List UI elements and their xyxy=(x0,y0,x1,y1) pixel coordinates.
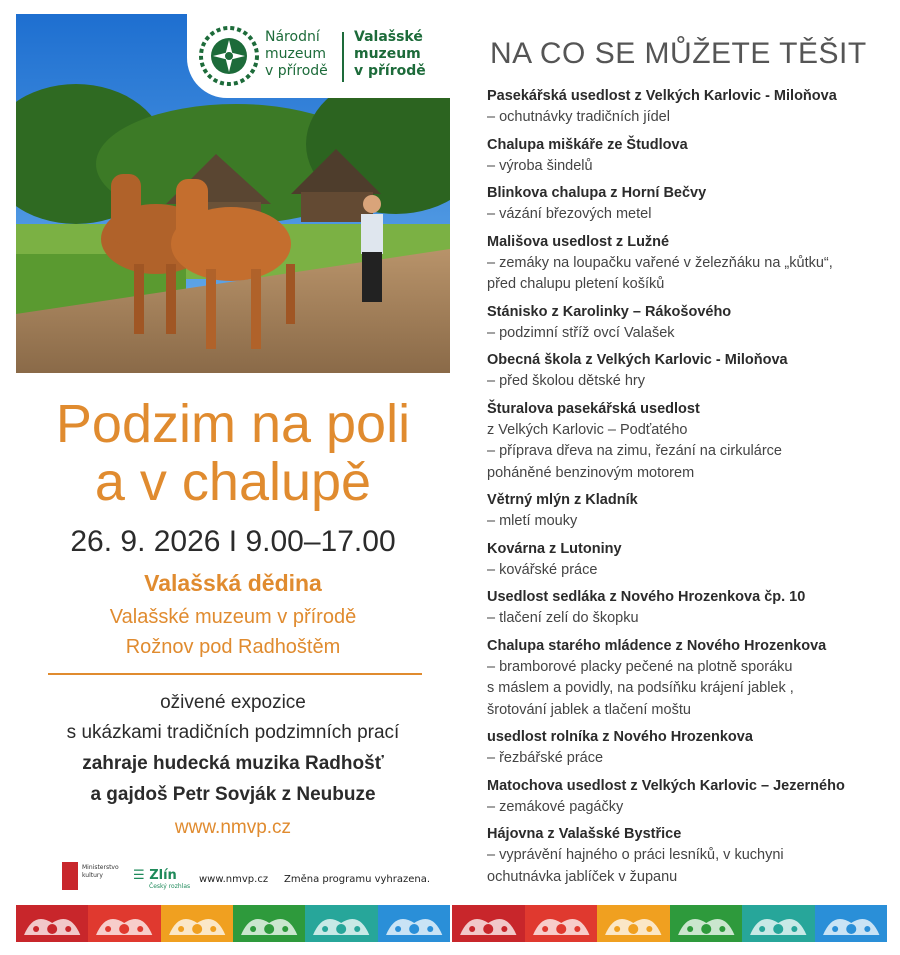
ornament-tile xyxy=(597,905,670,942)
program-item xyxy=(487,350,892,393)
flower-logo-icon xyxy=(199,26,259,86)
program-item xyxy=(487,183,892,226)
program-item-title: Chalupa starého mládence z Nového Hrozenkova xyxy=(487,637,827,654)
program-list xyxy=(487,86,892,894)
ornament-tile xyxy=(161,905,233,942)
program-item-desc: – řezbářské práce xyxy=(487,750,604,766)
program-item-desc: – zemákové pagáčky xyxy=(487,798,624,815)
program-item-desc: s máslem a povidly, na podsíňku krájení jablek , xyxy=(487,680,794,696)
footer-note: Změna programu vyhrazena. xyxy=(284,874,431,885)
event-website-link[interactable]: www.nmvp.cz xyxy=(174,817,292,838)
program-item-title: Pasekářská usedlost z Velkých Karlovic - Miloňova xyxy=(487,88,837,104)
program-item-desc: před chalupu pletení košíků xyxy=(487,276,665,292)
program-item-title: Kovárna z Lutoniny xyxy=(487,540,622,557)
program-item-desc: – bramborové placky pečené na plotně sporáku xyxy=(487,658,793,675)
program-item-title: Stánisko z Karolinky – Rákošového xyxy=(487,303,732,320)
event-venue: Valašská dědina xyxy=(144,570,322,596)
program-item-title: Mališova usedlost z Lužné xyxy=(487,233,670,250)
ministry-label: Ministerstvo kultury xyxy=(82,864,119,879)
event-desc-3: zahraje hudecká muzika Radhošť xyxy=(82,753,384,774)
ornament-tile xyxy=(305,905,377,942)
radio-label: Český rozhlas xyxy=(149,883,191,890)
program-item-desc: – vázání březových metel xyxy=(487,206,652,222)
event-datetime: 26. 9. 2026 I 9.00–17.00 xyxy=(70,525,396,558)
program-item xyxy=(487,232,892,296)
program-item-title: Blinkova chalupa z Horní Bečvy xyxy=(487,185,707,201)
program-item-desc: – před školou dětské hry xyxy=(487,373,645,389)
program-item xyxy=(487,824,892,888)
program-item-title: Šturalova pasekářská usedlost xyxy=(487,400,700,417)
event-desc-4: a gajdoš Petr Sovják z Neubuze xyxy=(90,784,376,805)
program-item-title: Usedlost sedláka z Nového Hrozenkova čp. 10 xyxy=(487,589,806,605)
program-heading: NA CO SE MŮŽETE TĚŠIT xyxy=(490,37,867,70)
pattern-band-left xyxy=(16,905,450,942)
event-title-line2: a v chalupě xyxy=(94,452,372,512)
program-item xyxy=(487,776,892,819)
ornament-tile xyxy=(670,905,743,942)
ornament-tile xyxy=(742,905,815,942)
ornament-tile xyxy=(378,905,450,942)
program-item-desc: – vyprávění hajného o práci lesníků, v kuchyni xyxy=(487,847,784,863)
event-town: Rožnov pod Radhoštěm xyxy=(125,636,341,658)
program-item xyxy=(487,490,892,533)
program-item-title: Větrný mlýn z Kladník xyxy=(487,492,638,508)
program-item-desc: ochutnávka jablíček v županu xyxy=(487,868,678,885)
ornament-tile xyxy=(233,905,305,942)
logo-right-text: Valašské muzeum v přírodě xyxy=(354,29,426,79)
program-item-title: usedlost rolníka z Nového Hrozenkova xyxy=(487,729,753,745)
ornament-tile xyxy=(88,905,160,942)
program-item-desc: – podzimní stříž ovcí Valašek xyxy=(487,324,675,341)
program-item-desc: – tlačení zelí do škopku xyxy=(487,610,639,626)
divider-line xyxy=(48,673,422,675)
program-item-desc: – zemáky na loupačku vařené v železňáku na „kůtku“, xyxy=(487,254,833,271)
program-item xyxy=(487,636,892,722)
event-desc-1: oživené expozice xyxy=(160,692,306,713)
footer-website-link[interactable]: www.nmvp.cz xyxy=(199,874,269,885)
program-item-title: Hájovna z Valašské Bystřice xyxy=(487,826,682,842)
zlin-logo: ☰ Zlín xyxy=(133,868,177,883)
program-item-desc: – kovářské práce xyxy=(487,561,598,578)
event-desc-2: s ukázkami tradičních podzimních prací xyxy=(66,722,400,743)
logo-divider xyxy=(342,32,344,82)
program-item-title: Matochova usedlost z Velkých Karlovic – Jezerného xyxy=(487,777,845,794)
program-item xyxy=(487,86,892,129)
program-item-desc: – příprava dřeva na zimu, řezání na cirkulárce xyxy=(487,443,782,459)
program-item-title: Obecná škola z Velkých Karlovic - Miloňova xyxy=(487,352,788,368)
pattern-band-right xyxy=(452,905,887,942)
ornament-tile xyxy=(16,905,88,942)
program-item-desc: poháněné benzinovým motorem xyxy=(487,464,695,481)
logo-left-text: Národní muzeum v přírodě xyxy=(265,29,328,79)
ornament-tile xyxy=(815,905,888,942)
museum-logo[interactable] xyxy=(187,14,450,98)
program-item xyxy=(487,399,892,485)
program-item-desc: šrotování jablek a tlačení moštu xyxy=(487,701,691,718)
ornament-tile xyxy=(525,905,598,942)
program-item xyxy=(487,587,892,630)
program-item-desc: z Velkých Karlovic – Podťatého xyxy=(487,421,688,438)
program-item-desc: – mletí mouky xyxy=(487,513,578,529)
program-item-title: Chalupa miškáře ze Študlova xyxy=(487,136,688,153)
program-item xyxy=(487,135,892,178)
program-item xyxy=(487,727,892,770)
program-item-desc: – výroba šindelů xyxy=(487,157,593,174)
program-item xyxy=(487,539,892,582)
program-item xyxy=(487,302,892,345)
ministry-logo-icon xyxy=(62,862,78,890)
ornament-tile xyxy=(452,905,525,942)
event-museum: Valašské muzeum v přírodě xyxy=(109,606,357,628)
event-title-line1: Podzim na poli xyxy=(55,394,411,454)
program-item-desc: – ochutnávky tradičních jídel xyxy=(487,109,670,125)
